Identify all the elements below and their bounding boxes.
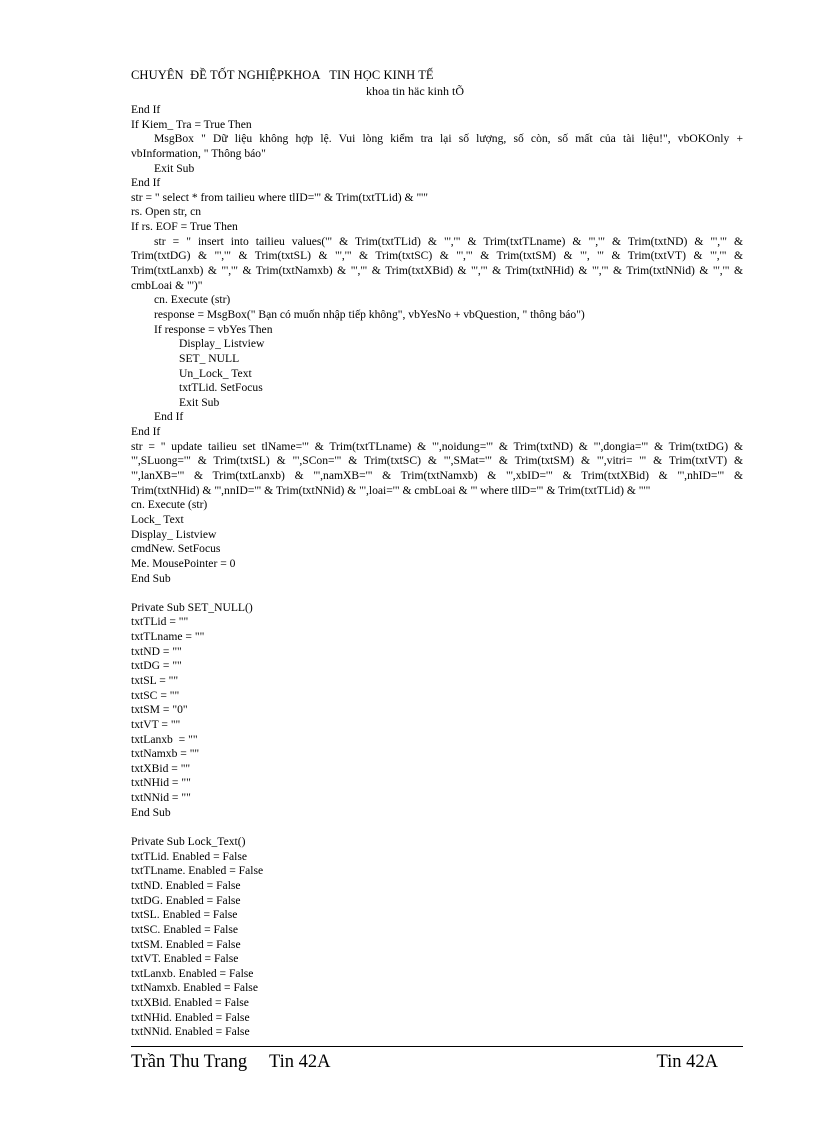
code-line: txtVT = "" xyxy=(131,717,181,731)
code-line: Private Sub SET_NULL() xyxy=(131,600,253,614)
code-line: txtNamxb = "" xyxy=(131,747,200,761)
code-line: txtLanxb. Enabled = False xyxy=(131,966,254,980)
code-line: txtSL. Enabled = False xyxy=(131,908,238,922)
code-line: txtNNid = "" xyxy=(131,791,191,805)
code-line: End If xyxy=(131,425,161,439)
code-line: txtSC. Enabled = False xyxy=(131,922,239,936)
code-line: vbInformation, " Thông báo" xyxy=(131,146,266,160)
code-line: Trim(txtLanxb) & "','" & Trim(txtNamxb) & "','" & Trim(txtXBid) & "','" & Trim(txtNHid) & "','" & Trim(txtNNid) & "','" & xyxy=(131,264,743,278)
code-line: txtTLid = "" xyxy=(131,615,189,629)
code-line: cmdNew. SetFocus xyxy=(131,542,221,556)
code-line xyxy=(131,820,743,835)
code-line: txtND = "" xyxy=(131,644,182,658)
code-line: txtSM = "0" xyxy=(131,703,188,717)
code-line: txtTLid. SetFocus xyxy=(179,381,263,395)
code-line: txtTLname = "" xyxy=(131,630,205,644)
code-line: txtSL = "" xyxy=(131,673,179,687)
code-line: txtSC = "" xyxy=(131,688,180,702)
code-line: txtVT. Enabled = False xyxy=(131,952,239,966)
header-title: CHUYÊN ĐỀ TỐT NGHIỆPKHOA TIN HỌC KINH TẾ xyxy=(131,68,434,82)
code-line: Display_ Listview xyxy=(179,337,265,351)
footer-class-right: Tin 42A xyxy=(656,1052,718,1072)
code-listing xyxy=(131,103,743,1040)
code-line: Trim(txtNHid) & "',nnID='" & Trim(txtNNid) & "',loai='" & cmbLoai & "' where tlID='" & Trim(txtTLid) & "'" xyxy=(131,483,651,497)
footer-author: Trần Thu Trang xyxy=(131,1052,248,1072)
code-line: txtSM. Enabled = False xyxy=(131,937,241,951)
code-line: cn. Execute (str) xyxy=(154,293,231,307)
code-line: txtXBid = "" xyxy=(131,761,191,775)
code-line: Lock_ Text xyxy=(131,512,184,526)
code-line: txtTLid. Enabled = False xyxy=(131,849,248,863)
code-line: Me. MousePointer = 0 xyxy=(131,556,236,570)
code-line: str = " select * from tailieu where tlID='" & Trim(txtTLid) & "'" xyxy=(131,190,428,204)
footer-divider xyxy=(131,1046,743,1047)
code-line: Exit Sub xyxy=(179,395,220,409)
code-line: "',SLuong='" & Trim(txtSL) & "',SCon='" & Trim(txtSC) & "',SMat='" & Trim(txtSM) & "',vitri= '" & Trim(txtVT) & xyxy=(131,454,743,468)
code-line: Display_ Listview xyxy=(131,527,217,541)
code-line: Un_Lock_ Text xyxy=(179,366,252,380)
code-line: Exit Sub xyxy=(154,161,195,175)
code-line: rs. Open str, cn xyxy=(131,205,202,219)
code-line: txtDG = "" xyxy=(131,659,182,673)
code-line: Private Sub Lock_Text() xyxy=(131,835,246,849)
code-line: If response = vbYes Then xyxy=(154,322,273,336)
code-line: MsgBox " Dữ liệu không hợp lệ. Vui lòng kiểm tra lại số lượng, số còn, số mất của tài liệu!", vbOKOnly + xyxy=(154,132,743,146)
code-line: End If xyxy=(154,410,184,424)
code-line: End If xyxy=(131,176,161,190)
code-line: cn. Execute (str) xyxy=(131,498,208,512)
code-line: If Kiem_ Tra = True Then xyxy=(131,117,252,131)
footer-class-left: Tin 42A xyxy=(269,1052,331,1072)
code-line: txtNHid = "" xyxy=(131,776,191,790)
code-line: End Sub xyxy=(131,571,171,585)
code-line: Trim(txtDG) & "','" & Trim(txtSL) & "','" & Trim(txtSC) & "','" & Trim(txtSM) & "', '" & Trim(txtVT) & "','" & xyxy=(131,249,743,263)
code-line: str = " insert into tailieu values('" & Trim(txtTLid) & "','" & Trim(txtTLname) & "','" & Trim(txtND) & "','" & xyxy=(154,234,743,248)
code-line: cmbLoai & "')" xyxy=(131,278,203,292)
code-line: txtNNid. Enabled = False xyxy=(131,1025,250,1039)
code-line: txtTLname. Enabled = False xyxy=(131,864,264,878)
header-subtitle: khoa tin häc kinh tÕ xyxy=(366,84,464,98)
code-line: End If xyxy=(131,103,161,116)
code-line: "',lanXB='" & Trim(txtLanxb) & "',namXB='" & Trim(txtNamxb) & "',xbID='" & Trim(txtXBid) & "',nhID='" & xyxy=(131,469,743,483)
code-line: txtXBid. Enabled = False xyxy=(131,996,249,1010)
code-line: response = MsgBox(" Bạn có muốn nhập tiếp không", vbYesNo + vbQuestion, " thông báo") xyxy=(154,307,585,321)
code-line: If rs. EOF = True Then xyxy=(131,220,238,234)
code-line: str = " update tailieu set tlName='" & Trim(txtTLname) & "',noidung='" & Trim(txtND) & "',dongia='" & Trim(txtDG) & xyxy=(131,439,743,453)
code-line: txtND. Enabled = False xyxy=(131,878,241,892)
code-line: End Sub xyxy=(131,805,171,819)
code-line: txtDG. Enabled = False xyxy=(131,893,241,907)
code-line: txtLanxb = "" xyxy=(131,732,198,746)
code-line: SET_ NULL xyxy=(179,351,240,365)
code-line: txtNHid. Enabled = False xyxy=(131,1010,250,1024)
code-line xyxy=(131,586,743,601)
code-line: txtNamxb. Enabled = False xyxy=(131,981,258,995)
